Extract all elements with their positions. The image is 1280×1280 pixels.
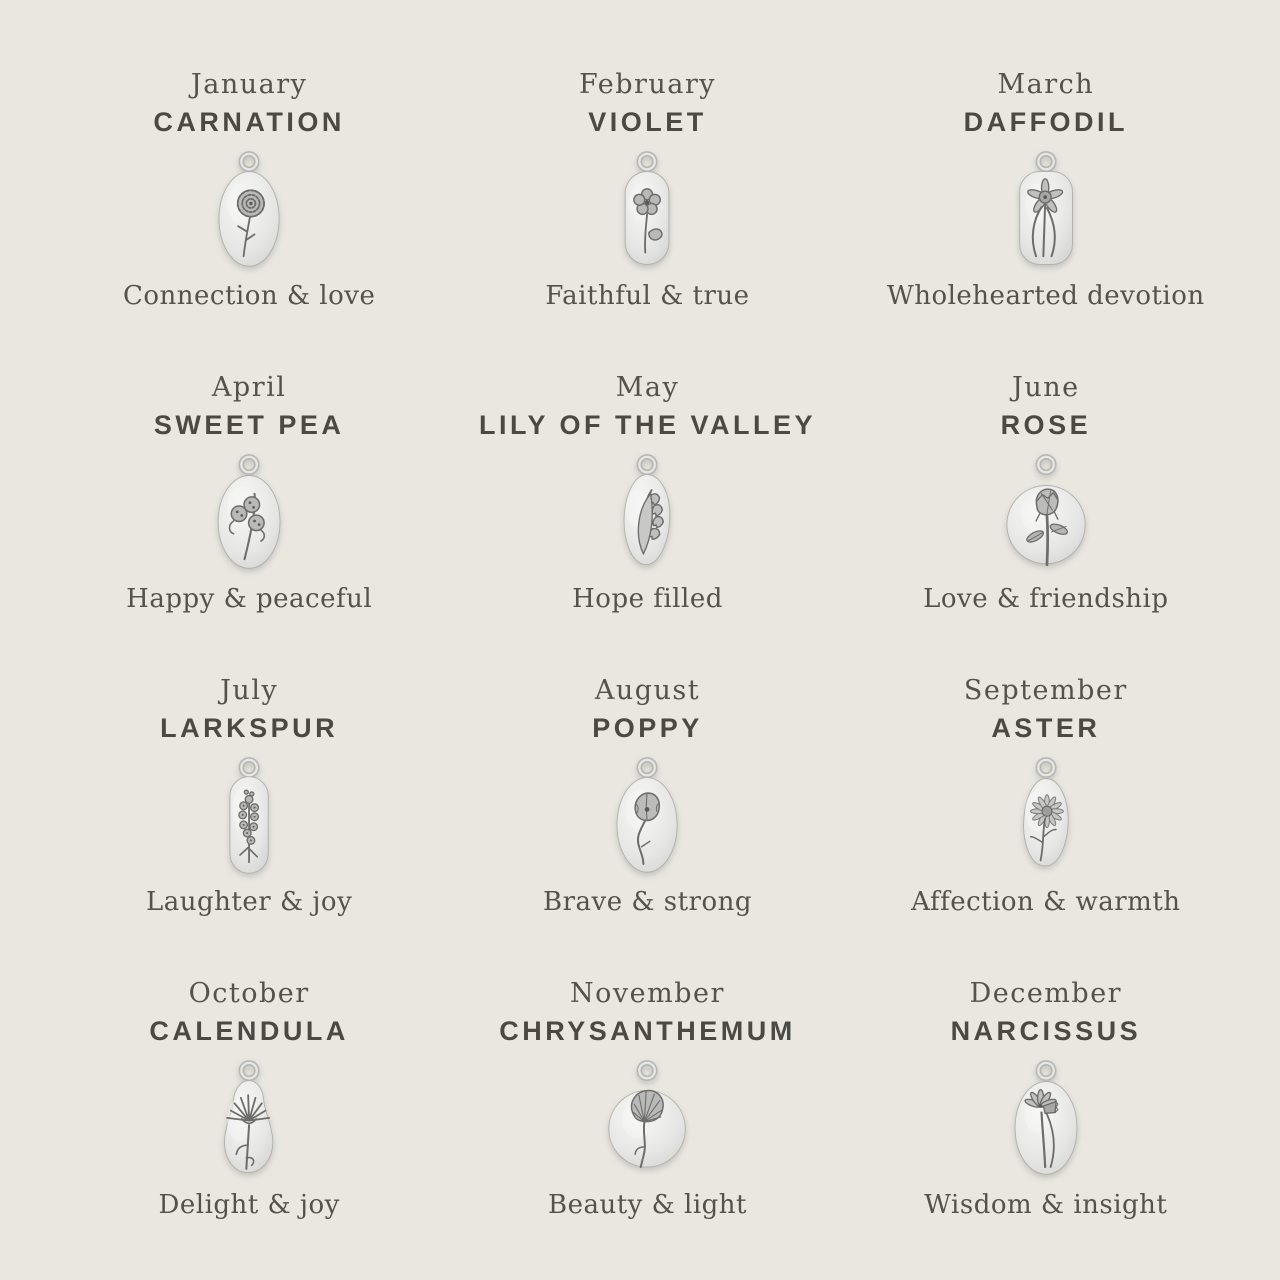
daffodil-charm-svg — [996, 147, 1096, 279]
poppy-charm-icon — [597, 748, 697, 890]
meaning-label: Faithful & true — [545, 280, 750, 311]
larkspur-charm-icon — [199, 748, 299, 890]
meaning-label: Delight & joy — [158, 1189, 340, 1220]
violet-charm-svg — [597, 147, 697, 279]
rose-charm-svg — [996, 450, 1096, 582]
flower-name: VIOLET — [588, 106, 707, 137]
lily-of-the-valley-charm-icon — [597, 445, 697, 587]
sweet-pea-charm-icon — [199, 445, 299, 587]
meaning-label: Happy & peaceful — [126, 583, 373, 614]
chrysanthemum-charm-svg — [597, 1056, 697, 1188]
flower-name: LARKSPUR — [160, 712, 339, 743]
charm-cell-december — [847, 955, 1245, 1258]
aster-charm-icon — [996, 748, 1096, 890]
flower-name: ASTER — [991, 712, 1101, 743]
meaning-label: Beauty & light — [547, 1189, 747, 1220]
charm-cell-october — [50, 955, 448, 1258]
month-label: February — [578, 69, 717, 100]
charm-cell-june — [847, 349, 1245, 652]
month-label: May — [615, 372, 680, 403]
violet-charm-icon — [597, 142, 697, 284]
month-label: January — [190, 69, 308, 100]
month-label: August — [594, 675, 701, 706]
month-label: March — [997, 69, 1095, 100]
month-label: September — [963, 675, 1128, 706]
chrysanthemum-charm-icon — [597, 1051, 697, 1193]
charm-cell-august — [448, 652, 846, 955]
flower-name: LILY OF THE VALLEY — [478, 409, 817, 440]
rose-charm-icon — [996, 445, 1096, 587]
charm-cell-february — [448, 46, 846, 349]
charm-cell-july — [50, 652, 448, 955]
flower-name: POPPY — [592, 712, 703, 743]
flower-name: CARNATION — [153, 106, 345, 137]
month-label: June — [1012, 372, 1080, 403]
meaning-label: Wisdom & insight — [924, 1189, 1168, 1220]
charm-cell-january — [50, 46, 448, 349]
meaning-label: Hope filled — [572, 583, 723, 614]
month-label: November — [570, 978, 725, 1009]
lily-of-the-valley-charm-svg — [597, 450, 697, 582]
narcissus-charm-svg — [996, 1056, 1096, 1188]
charm-cell-november — [448, 955, 846, 1258]
meaning-label: Connection & love — [122, 280, 376, 311]
month-label: October — [188, 978, 310, 1009]
flower-name: CHRYSANTHEMUM — [499, 1015, 796, 1046]
poppy-charm-svg — [597, 753, 697, 885]
month-label: July — [220, 675, 279, 706]
aster-charm-svg — [996, 753, 1096, 885]
meaning-label: Love & friendship — [923, 583, 1169, 614]
month-label: April — [211, 372, 287, 403]
flower-name: DAFFODIL — [963, 106, 1129, 137]
charm-cell-september — [847, 652, 1245, 955]
flower-name: SWEET PEA — [153, 409, 345, 440]
daffodil-charm-icon — [996, 142, 1096, 284]
calendula-charm-svg — [199, 1056, 299, 1188]
sweet-pea-charm-svg — [199, 450, 299, 582]
month-label: December — [969, 978, 1123, 1009]
carnation-charm-icon — [199, 142, 299, 284]
flower-name: ROSE — [1000, 409, 1092, 440]
meaning-label: Wholehearted devotion — [886, 280, 1205, 311]
narcissus-charm-icon — [996, 1051, 1096, 1193]
meaning-label: Laughter & joy — [146, 886, 353, 917]
meaning-label: Brave & strong — [542, 886, 753, 917]
carnation-charm-svg — [199, 147, 299, 279]
flower-name: CALENDULA — [149, 1015, 349, 1046]
calendula-charm-icon — [199, 1051, 299, 1193]
larkspur-charm-svg — [199, 753, 299, 885]
charm-cell-march — [847, 46, 1245, 349]
meaning-label: Affection & warmth — [911, 886, 1181, 917]
flower-name: NARCISSUS — [950, 1015, 1142, 1046]
charm-cell-may — [448, 349, 846, 652]
charm-cell-april — [50, 349, 448, 652]
